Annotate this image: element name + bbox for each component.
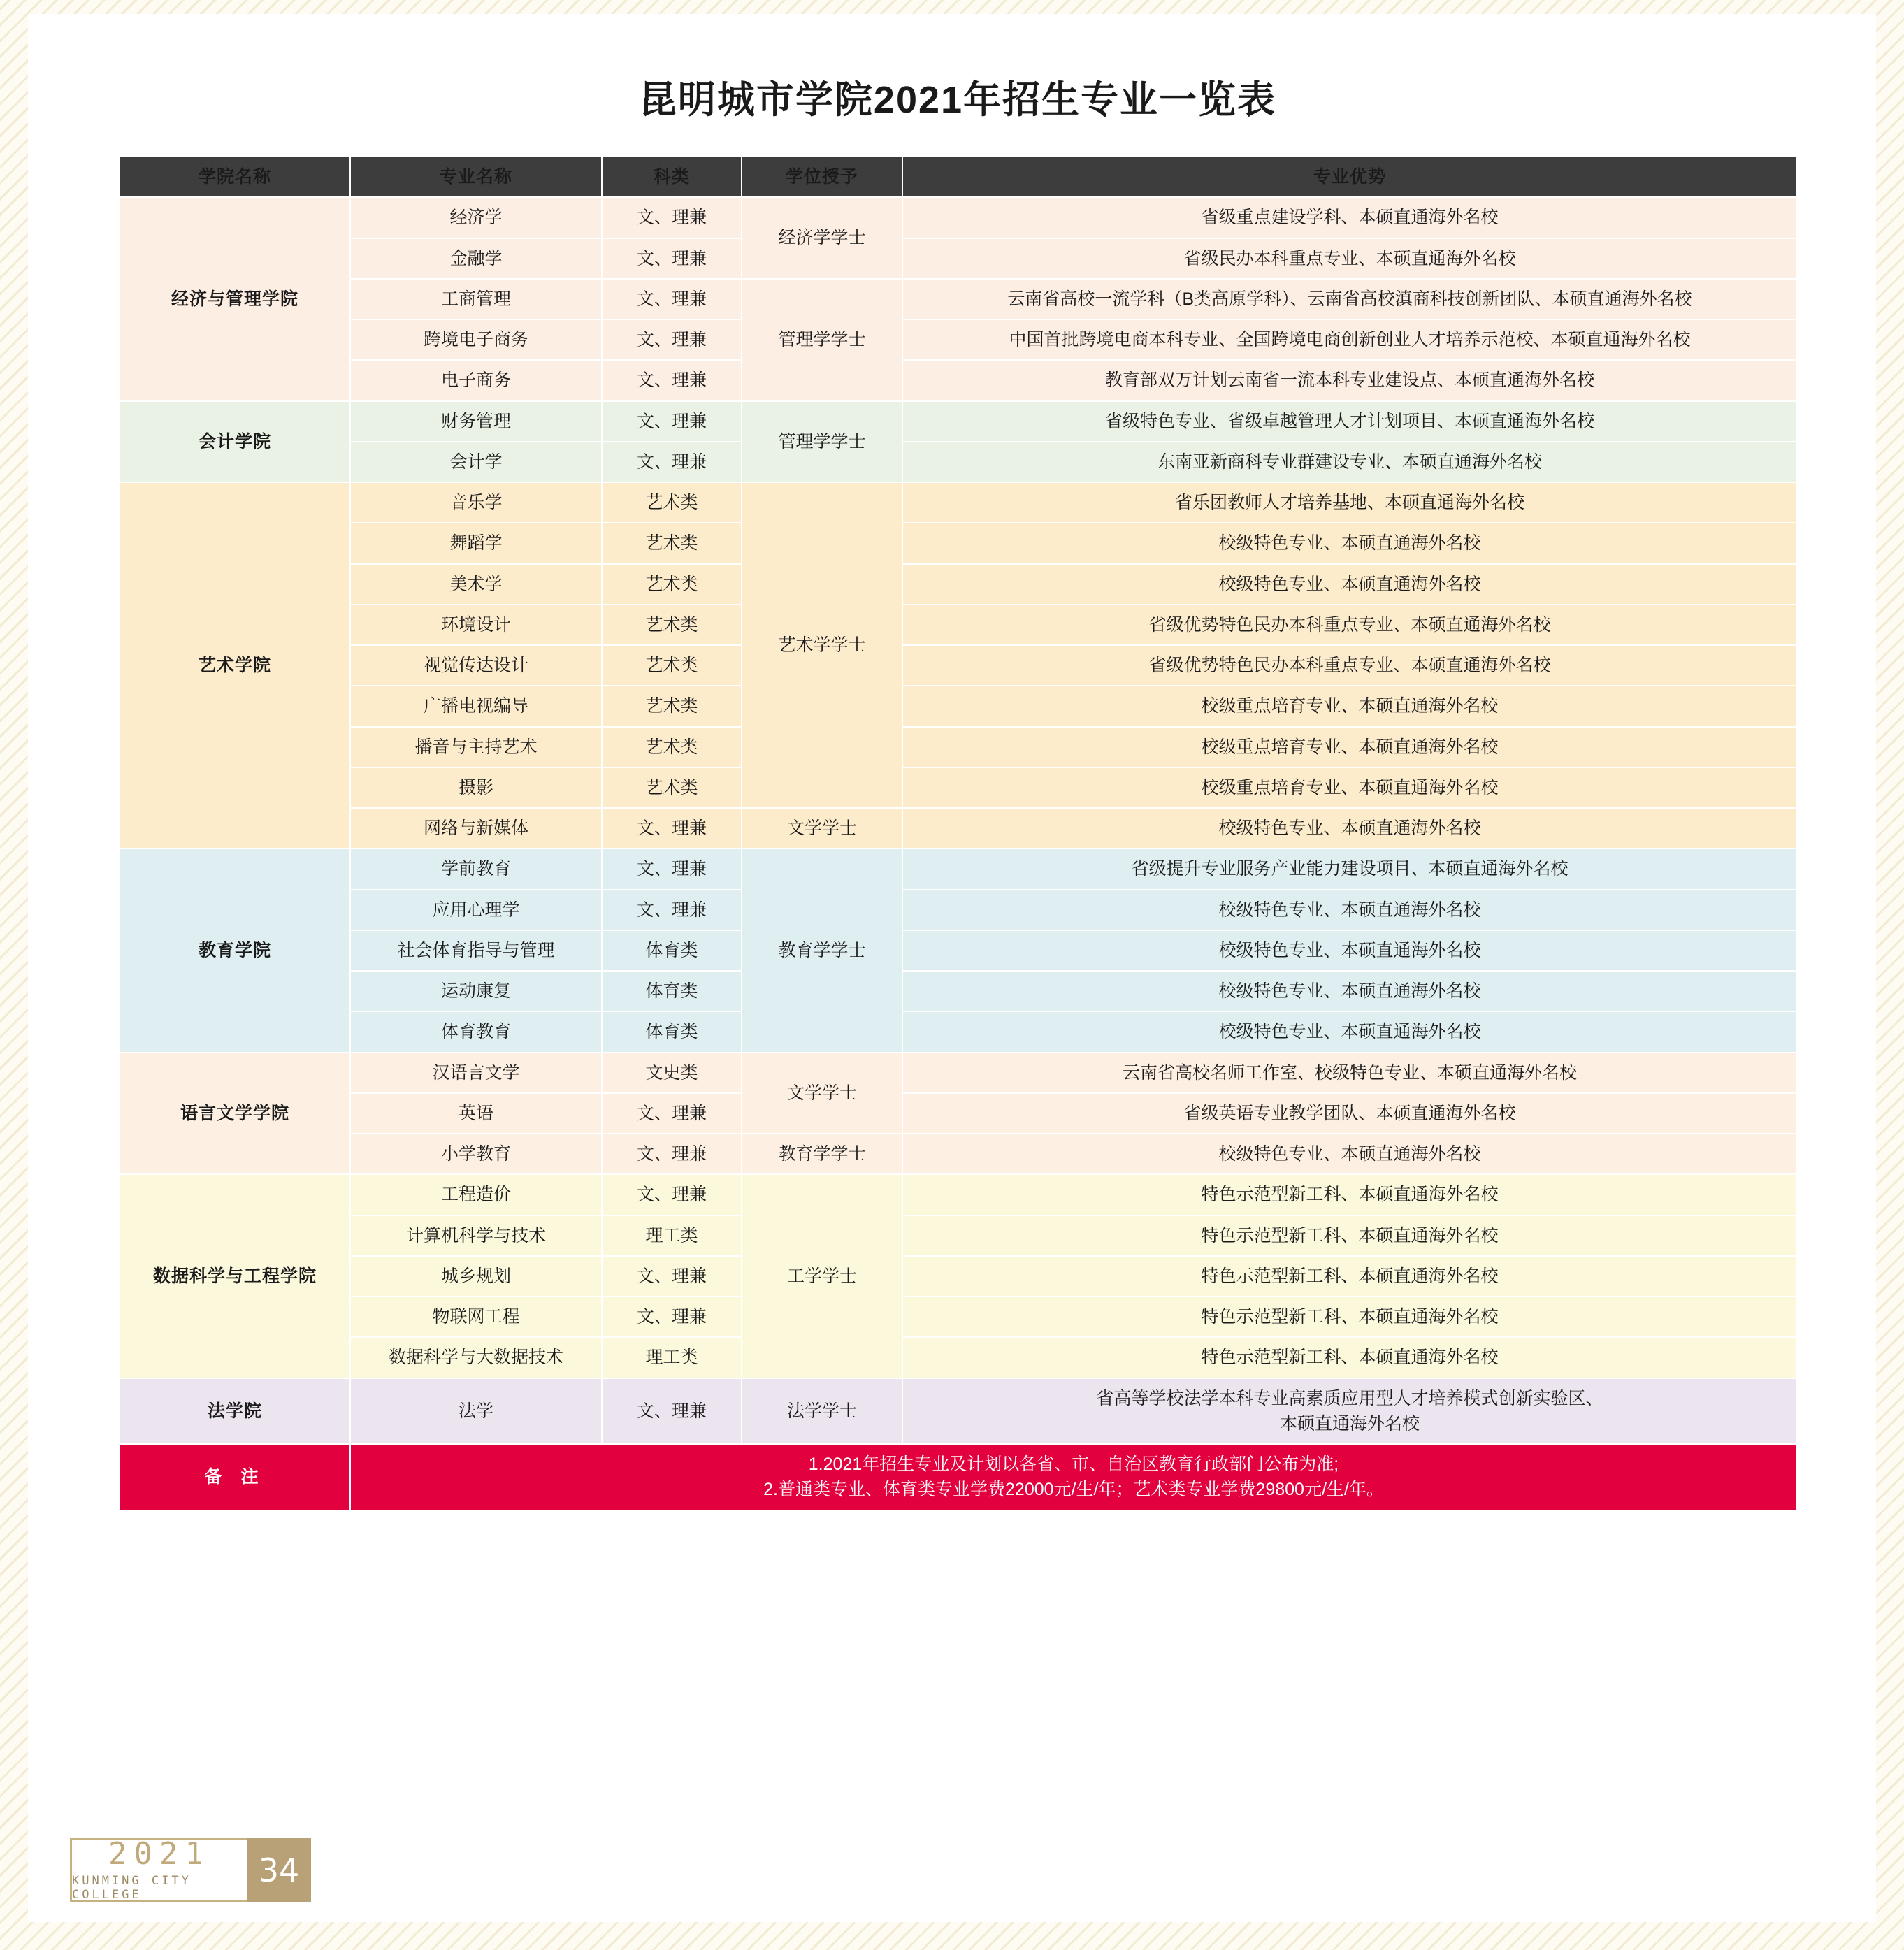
document-content (119, 70, 1796, 1511)
table-header (120, 157, 1797, 197)
table-row (120, 1256, 1797, 1297)
note-row (120, 1444, 1797, 1510)
college-name-cell: 艺术学院 (120, 482, 350, 848)
major-name-cell: 工程造价 (350, 1174, 602, 1215)
table-row (120, 686, 1797, 726)
table-row (120, 360, 1797, 400)
table-row (120, 971, 1797, 1011)
subject-type-cell: 艺术类 (602, 645, 742, 686)
subject-type-cell: 文、理兼 (602, 197, 742, 238)
major-name-cell: 舞蹈学 (350, 523, 602, 563)
subject-type-cell: 艺术类 (602, 727, 742, 767)
subject-type-cell: 文、理兼 (602, 1256, 742, 1297)
major-name-cell: 学前教育 (350, 848, 602, 889)
major-name-cell: 小学教育 (350, 1134, 602, 1174)
subject-type-cell: 文、理兼 (602, 360, 742, 400)
table-row (120, 1011, 1797, 1052)
advantage-cell: 校级特色专业、本硕直通海外名校 (902, 1011, 1797, 1052)
table-row (120, 523, 1797, 563)
table-row (120, 482, 1797, 523)
subject-type-cell: 艺术类 (602, 564, 742, 605)
major-name-cell: 财务管理 (350, 401, 602, 442)
major-name-cell: 城乡规划 (350, 1256, 602, 1297)
note-label: 备 注 (120, 1444, 350, 1510)
subject-type-cell: 文、理兼 (602, 808, 742, 848)
subject-type-cell: 文、理兼 (602, 238, 742, 279)
table-row (120, 727, 1797, 767)
college-name-cell: 语言文学学院 (120, 1053, 350, 1175)
column-header-type: 科类 (602, 157, 742, 197)
degree-cell: 艺术学学士 (742, 482, 902, 808)
table-row (120, 279, 1797, 319)
subject-type-cell: 文、理兼 (602, 279, 742, 319)
advantage-cell: 省级提升专业服务产业能力建设项目、本硕直通海外名校 (902, 848, 1797, 889)
subject-type-cell: 文、理兼 (602, 442, 742, 482)
table-row (120, 808, 1797, 848)
table-row (120, 767, 1797, 808)
major-name-cell: 环境设计 (350, 605, 602, 645)
note-line-1: 1.2021年招生专业及计划以各省、市、自治区教育行政部门公布为准; (808, 1454, 1339, 1474)
major-name-cell: 英语 (350, 1093, 602, 1134)
subject-type-cell: 艺术类 (602, 523, 742, 563)
table-row (120, 1297, 1797, 1337)
major-name-cell: 汉语言文学 (350, 1053, 602, 1093)
major-name-cell: 经济学 (350, 197, 602, 238)
advantage-cell: 校级特色专业、本硕直通海外名校 (902, 971, 1797, 1011)
column-header-major: 专业名称 (350, 157, 602, 197)
major-name-cell: 法学 (350, 1378, 602, 1445)
table-row (120, 401, 1797, 442)
table-row (120, 1174, 1797, 1215)
table-row (120, 930, 1797, 971)
table-row (120, 890, 1797, 930)
advantage-cell: 教育部双万计划云南省一流本科专业建设点、本硕直通海外名校 (902, 360, 1797, 400)
table-row (120, 319, 1797, 360)
subject-type-cell: 艺术类 (602, 686, 742, 726)
table-row (120, 238, 1797, 279)
degree-cell: 管理学学士 (742, 279, 902, 401)
table-row (120, 1337, 1797, 1378)
subject-type-cell: 文、理兼 (602, 890, 742, 930)
advantage-cell: 东南亚新商科专业群建设专业、本硕直通海外名校 (902, 442, 1797, 482)
advantage-cell: 特色示范型新工科、本硕直通海外名校 (902, 1215, 1797, 1256)
note-body (350, 1444, 1797, 1510)
major-name-cell: 物联网工程 (350, 1297, 602, 1337)
subject-type-cell: 体育类 (602, 930, 742, 971)
advantage-cell: 校级特色专业、本硕直通海外名校 (902, 1134, 1797, 1174)
table-row (120, 605, 1797, 645)
subject-type-cell: 文史类 (602, 1053, 742, 1093)
page-title: 昆明城市学院2021年招生专业一览表 (638, 79, 1277, 121)
column-header-degree: 学位授予 (742, 157, 902, 197)
advantage-cell: 校级特色专业、本硕直通海外名校 (902, 564, 1797, 605)
degree-cell: 教育学学士 (742, 848, 902, 1052)
major-name-cell: 计算机科学与技术 (350, 1215, 602, 1256)
subject-type-cell: 体育类 (602, 1011, 742, 1052)
column-header-college: 学院名称 (120, 157, 350, 197)
major-name-cell: 数据科学与大数据技术 (350, 1337, 602, 1378)
subject-type-cell: 文、理兼 (602, 1297, 742, 1337)
advantage-cell: 校级特色专业、本硕直通海外名校 (902, 930, 1797, 971)
major-name-cell: 跨境电子商务 (350, 319, 602, 360)
college-name-cell: 教育学院 (120, 848, 350, 1052)
advantage-cell: 特色示范型新工科、本硕直通海外名校 (902, 1256, 1797, 1297)
table-row (120, 1053, 1797, 1093)
college-name-cell: 法学院 (120, 1378, 350, 1445)
table-row (120, 442, 1797, 482)
majors-table (119, 156, 1798, 1511)
footer-school-name: KUNMING CITY COLLEGE (72, 1874, 192, 1902)
table-header-row (120, 157, 1797, 197)
table-row (120, 197, 1797, 238)
table-footer (120, 1444, 1797, 1510)
advantage-cell: 校级特色专业、本硕直通海外名校 (902, 890, 1797, 930)
major-name-cell: 音乐学 (350, 482, 602, 523)
subject-type-cell: 体育类 (602, 971, 742, 1011)
advantage-cell: 特色示范型新工科、本硕直通海外名校 (902, 1174, 1797, 1215)
page-footer (70, 1838, 311, 1902)
degree-cell: 工学学士 (742, 1174, 902, 1378)
degree-cell: 法学学士 (742, 1378, 902, 1445)
subject-type-cell: 文、理兼 (602, 401, 742, 442)
table-row (120, 645, 1797, 686)
subject-type-cell: 文、理兼 (602, 848, 742, 889)
college-name-cell: 经济与管理学院 (120, 197, 350, 400)
subject-type-cell: 艺术类 (602, 605, 742, 645)
page-number: 34 (247, 1838, 311, 1902)
degree-cell: 经济学学士 (742, 197, 902, 279)
column-header-advantage: 专业优势 (902, 157, 1797, 197)
table-row (120, 1134, 1797, 1174)
degree-cell: 文学学士 (742, 808, 902, 848)
subject-type-cell: 文、理兼 (602, 1378, 742, 1445)
college-name-cell: 数据科学与工程学院 (120, 1174, 350, 1378)
table-row (120, 564, 1797, 605)
table-row (120, 1215, 1797, 1256)
advantage-cell: 校级重点培育专业、本硕直通海外名校 (902, 727, 1797, 767)
advantage-cell: 云南省高校一流学科（B类高原学科）、云南省高校滇商科技创新团队、本硕直通海外名校 (902, 279, 1797, 319)
major-name-cell: 摄影 (350, 767, 602, 808)
subject-type-cell: 艺术类 (602, 482, 742, 523)
degree-cell: 教育学学士 (742, 1134, 902, 1174)
major-name-cell: 金融学 (350, 238, 602, 279)
major-name-cell: 应用心理学 (350, 890, 602, 930)
note-line-2: 2.普通类专业、体育类专业学费22000元/生/年；艺术类专业学费29800元/生/年。 (763, 1480, 1384, 1500)
advantage-cell: 省乐团教师人才培养基地、本硕直通海外名校 (902, 482, 1797, 523)
major-name-cell: 播音与主持艺术 (350, 727, 602, 767)
major-name-cell: 社会体育指导与管理 (350, 930, 602, 971)
degree-cell: 管理学学士 (742, 401, 902, 483)
subject-type-cell: 文、理兼 (602, 319, 742, 360)
college-name-cell: 会计学院 (120, 401, 350, 483)
advantage-cell: 中国首批跨境电商本科专业、全国跨境电商创新创业人才培养示范校、本硕直通海外名校 (902, 319, 1797, 360)
footer-brand (70, 1838, 247, 1902)
advantage-cell: 云南省高校名师工作室、校级特色专业、本硕直通海外名校 (902, 1053, 1797, 1093)
major-name-cell: 美术学 (350, 564, 602, 605)
major-name-cell: 网络与新媒体 (350, 808, 602, 848)
advantage-cell: 特色示范型新工科、本硕直通海外名校 (902, 1337, 1797, 1378)
advantage-cell: 省级重点建设学科、本硕直通海外名校 (902, 197, 1797, 238)
table-body (120, 197, 1797, 1444)
page-canvas (28, 14, 1876, 1922)
advantage-cell: 校级重点培育专业、本硕直通海外名校 (902, 686, 1797, 726)
advantage-cell: 省级民办本科重点专业、本硕直通海外名校 (902, 238, 1797, 279)
major-name-cell: 视觉传达设计 (350, 645, 602, 686)
advantage-cell: 省级英语专业教学团队、本硕直通海外名校 (902, 1093, 1797, 1134)
advantage-cell: 校级重点培育专业、本硕直通海外名校 (902, 767, 1797, 808)
degree-cell: 文学学士 (742, 1053, 902, 1134)
subject-type-cell: 理工类 (602, 1337, 742, 1378)
table-row (120, 848, 1797, 889)
major-name-cell: 工商管理 (350, 279, 602, 319)
subject-type-cell: 文、理兼 (602, 1093, 742, 1134)
subject-type-cell: 文、理兼 (602, 1174, 742, 1215)
major-name-cell: 电子商务 (350, 360, 602, 400)
footer-year: 2021 (108, 1836, 210, 1872)
advantage-cell: 省级优势特色民办本科重点专业、本硕直通海外名校 (902, 645, 1797, 686)
advantage-cell: 校级特色专业、本硕直通海外名校 (902, 808, 1797, 848)
advantage-cell: 省高等学校法学本科专业高素质应用型人才培养模式创新实验区、 本硕直通海外名校 (902, 1378, 1797, 1445)
major-name-cell: 运动康复 (350, 971, 602, 1011)
major-name-cell: 体育教育 (350, 1011, 602, 1052)
advantage-cell: 省级优势特色民办本科重点专业、本硕直通海外名校 (902, 605, 1797, 645)
major-name-cell: 广播电视编导 (350, 686, 602, 726)
subject-type-cell: 艺术类 (602, 767, 742, 808)
advantage-cell: 校级特色专业、本硕直通海外名校 (902, 523, 1797, 563)
advantage-cell: 特色示范型新工科、本硕直通海外名校 (902, 1297, 1797, 1337)
subject-type-cell: 理工类 (602, 1215, 742, 1256)
table-row (120, 1093, 1797, 1134)
advantage-cell: 省级特色专业、省级卓越管理人才计划项目、本硕直通海外名校 (902, 401, 1797, 442)
subject-type-cell: 文、理兼 (602, 1134, 742, 1174)
table-row (120, 1378, 1797, 1445)
major-name-cell: 会计学 (350, 442, 602, 482)
